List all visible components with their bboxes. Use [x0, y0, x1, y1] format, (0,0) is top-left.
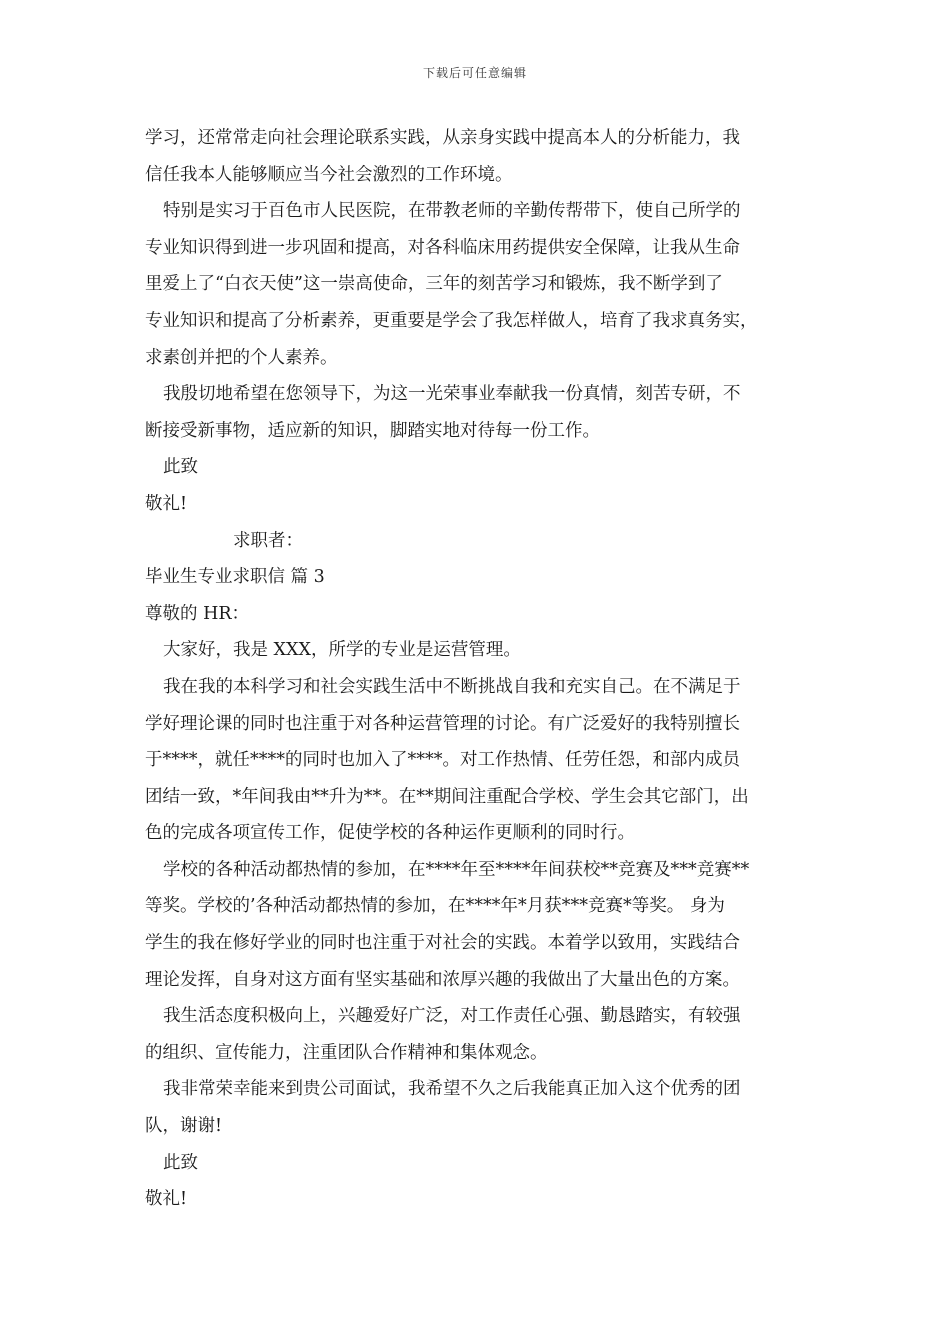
closing-regards: 敬礼!	[145, 1189, 188, 1210]
paragraph-line: 求素创并把的个人素养。	[145, 347, 338, 368]
paragraph-line: 专业知识得到进一步巩固和提高，对各科临床用药提供安全保障，让我从生命	[145, 237, 740, 258]
paragraph-line: 学生的我在修好学业的同时也注重于对社会的实践。本着学以致用，实践结合	[145, 933, 740, 954]
paragraph-line: 团结一致，*年间我由**升为**。在**期间注重配合学校、学生会其它部门，出	[145, 786, 749, 807]
closing-salutation: 此致	[163, 457, 198, 478]
paragraph-line: 队，谢谢!	[145, 1116, 223, 1137]
paragraph-line: 我非常荣幸能来到贵公司面试，我希望不久之后我能真正加入这个优秀的团	[163, 1079, 741, 1100]
paragraph-line: 里爱上了“白衣天使”这一崇高使命，三年的刻苦学习和锻炼，我不断学到了	[145, 274, 723, 295]
closing-regards: 敬礼!	[145, 493, 188, 514]
paragraph-line: 等奖。学校的’各种活动都热情的参加，在****年*月获***竞赛*等奖。 身为	[145, 896, 725, 917]
paragraph-line: 断接受新事物，适应新的知识，脚踏实地对待每一份工作。	[145, 420, 600, 441]
applicant-signature-label: 求职者：	[233, 530, 303, 551]
paragraph-line: 学习，还常常走向社会理论联系实践，从亲身实践中提高本人的分析能力，我	[145, 128, 740, 148]
paragraph-line: 大家好，我是 XXX，所学的专业是运营管理。	[163, 640, 521, 661]
greeting: 尊敬的 HR：	[145, 603, 249, 624]
paragraph-line: 信任我本人能够顺应当今社会激烈的工作环境。	[145, 164, 513, 185]
paragraph-line: 理论发挥，自身对这方面有坚实基础和浓厚兴趣的我做出了大量出色的方案。	[145, 969, 740, 990]
paragraph-line: 我生活态度积极向上，兴趣爱好广泛，对工作责任心强、勤恳踏实，有较强	[163, 1006, 741, 1027]
page-header-note: 下载后可任意编辑	[422, 66, 527, 80]
document-body	[145, 120, 810, 1218]
closing-salutation: 此致	[163, 1152, 198, 1173]
section-title: 毕业生专业求职信 篇 3	[145, 567, 325, 588]
paragraph-line: 我在我的本科学习和社会实践生活中不断挑战自我和充实自己。在不满足于	[163, 676, 741, 697]
paragraph-line: 我殷切地希望在您领导下，为这一光荣事业奉献我一份真情，刻苦专研，不	[163, 384, 741, 405]
paragraph-line: 的组织、宣传能力，注重团队合作精神和集体观念。	[145, 1042, 548, 1063]
paragraph-line: 专业知识和提高了分析素养，更重要是学会了我怎样做人，培育了我求真务实，	[145, 310, 758, 331]
paragraph-line: 于****，就任****的同时也加入了****。对工作热情、任劳任怨，和部内成员	[145, 750, 740, 771]
paragraph-line: 学校的各种活动都热情的参加，在****年至****年间获校**竞赛及***竞赛**	[163, 859, 750, 880]
paragraph-line: 学好理论课的同时也注重于对各种运营管理的讨论。有广泛爱好的我特别擅长	[145, 713, 740, 734]
paragraph-line: 色的完成各项宣传工作，促使学校的各种运作更顺利的同时行。	[145, 823, 635, 844]
paragraph-line: 特别是实习于百色市人民医院，在带教老师的辛勤传帮带下，使自己所学的	[163, 201, 741, 222]
